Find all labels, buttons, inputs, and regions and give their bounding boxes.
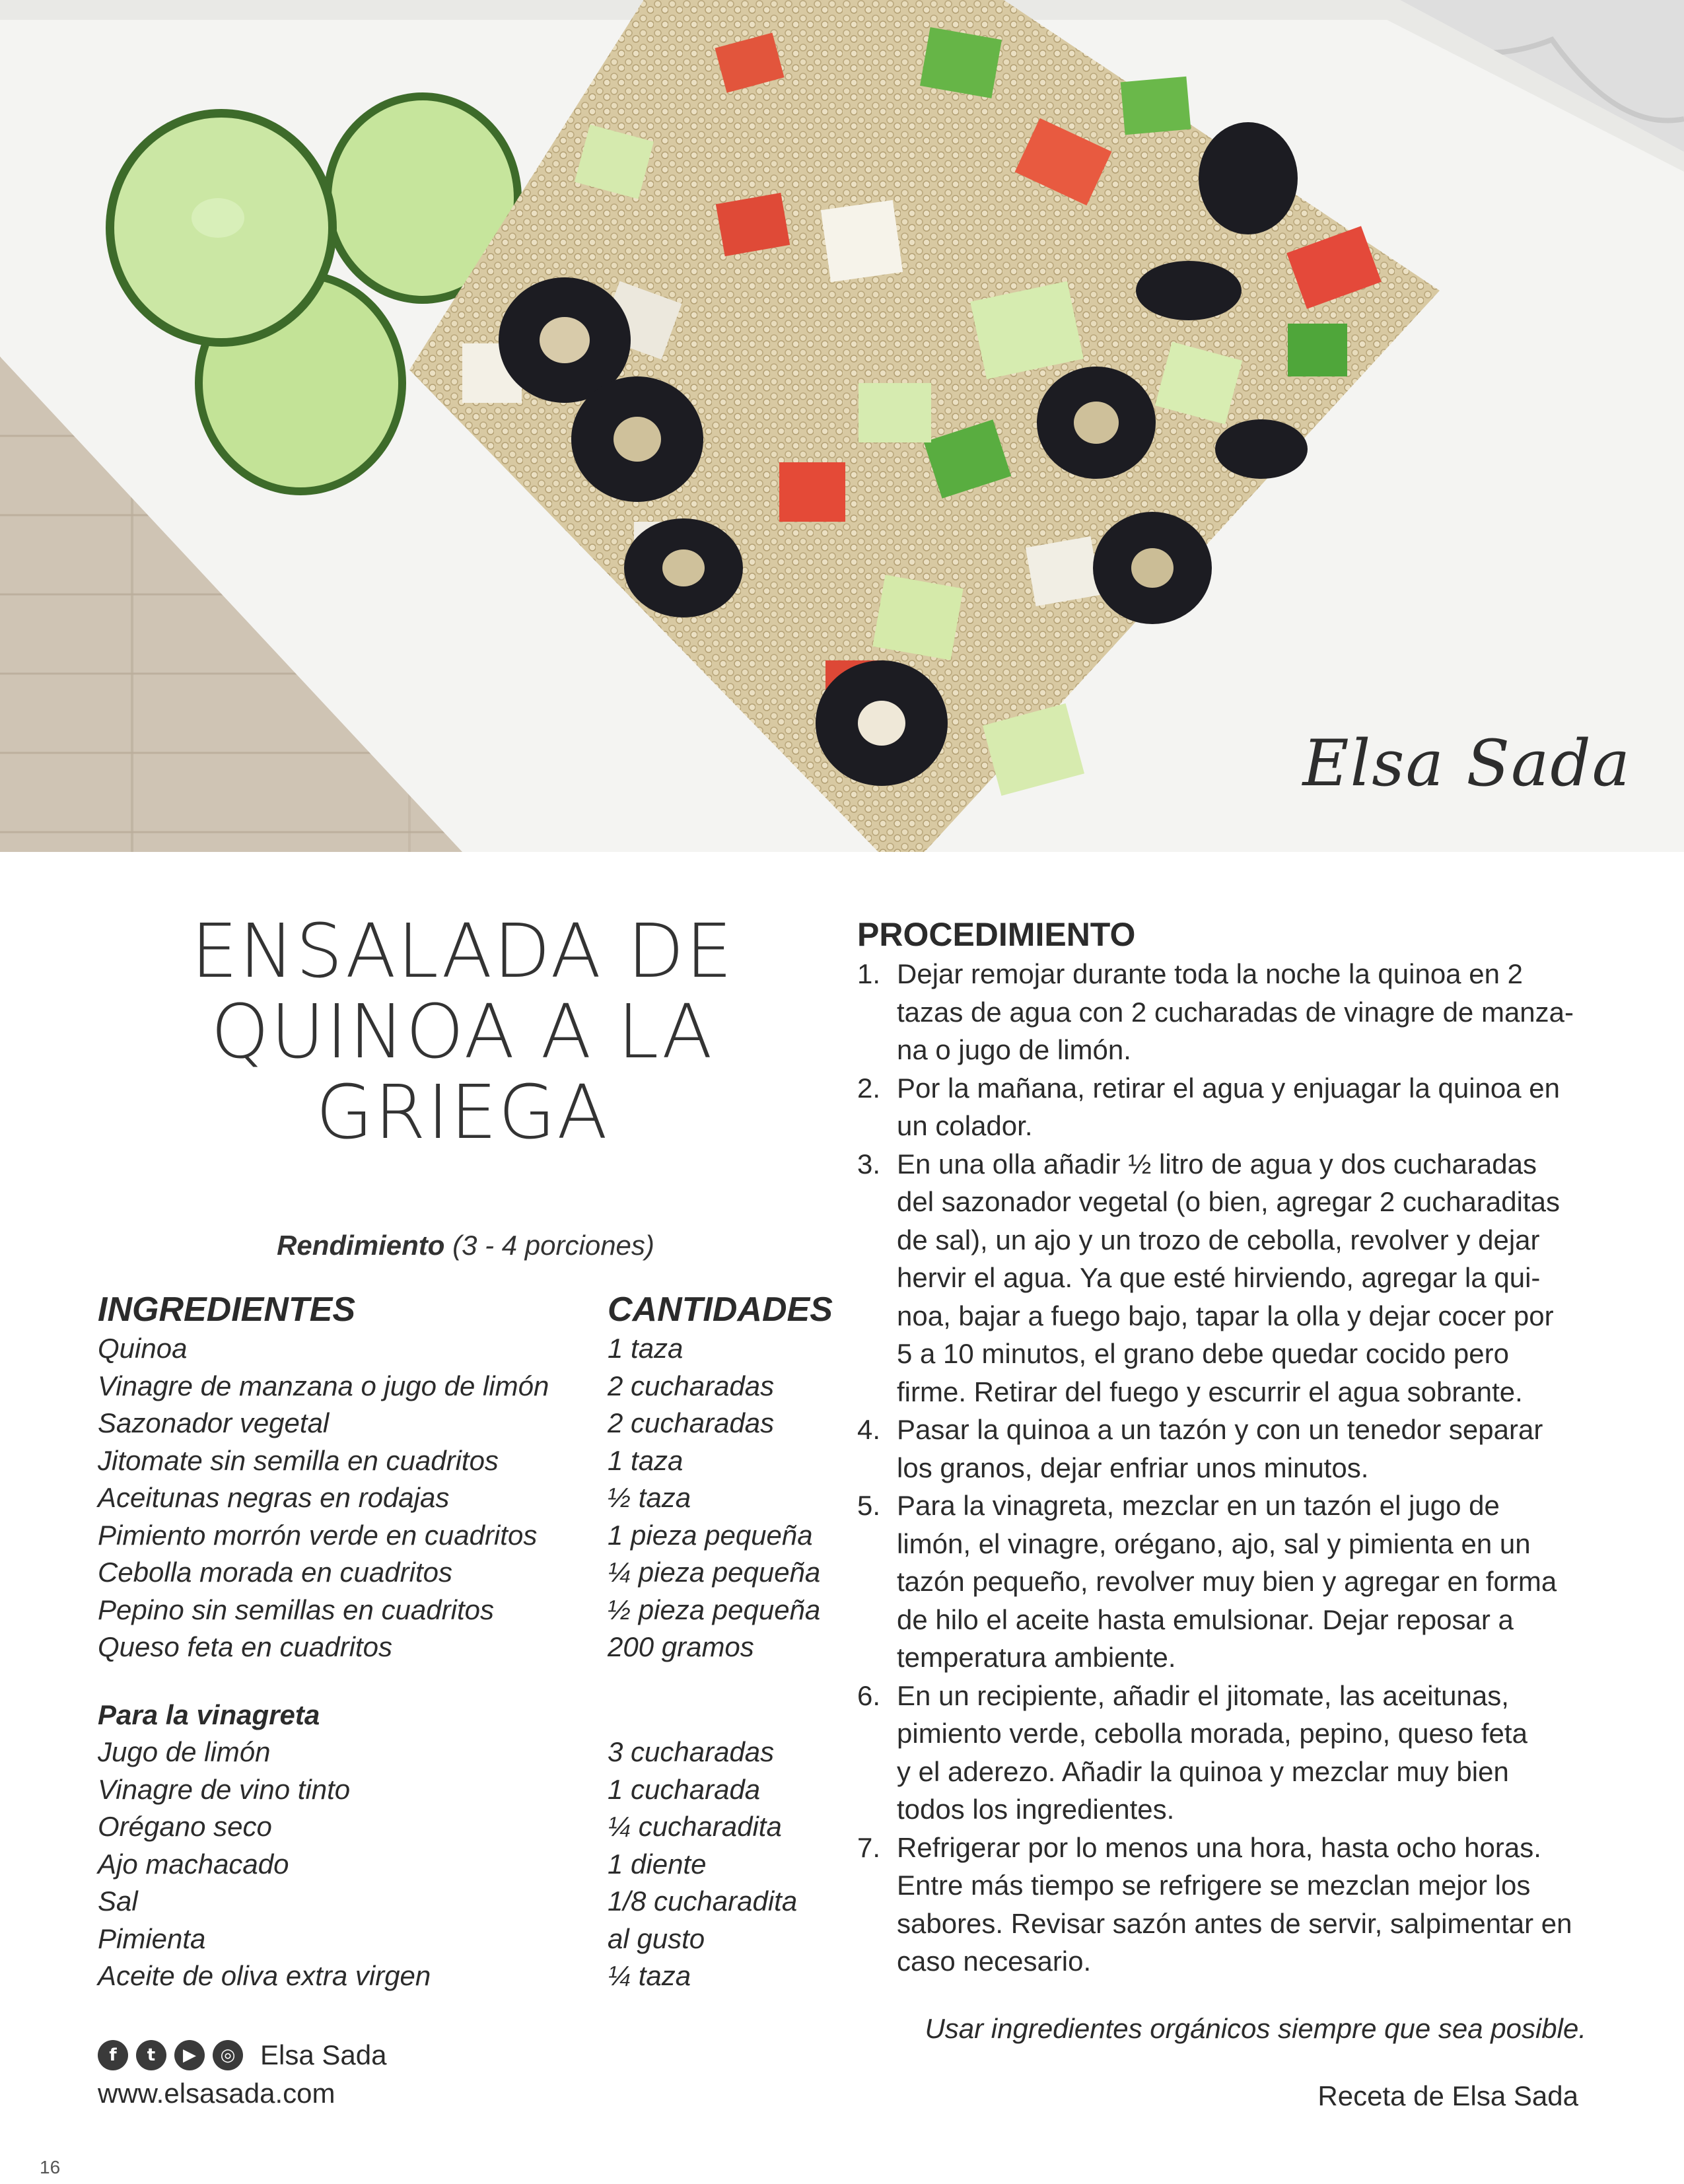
step-line: del sazonador vegetal (o bien, agregar 2 cucharaditas: [897, 1186, 1560, 1217]
procedure-step: [857, 955, 1590, 1069]
social-name: Elsa Sada: [260, 2039, 387, 2070]
ingredient-name: Pimienta: [98, 1922, 206, 1954]
step-text: [897, 1829, 1590, 1981]
procedure-section: [857, 914, 1590, 1981]
step-line: limón, el vinagre, orégano, ajo, sal y pimienta en un: [897, 1528, 1531, 1559]
ingredient-row: [98, 1330, 844, 1368]
ingredient-row: [98, 1368, 844, 1405]
ingredients-header-name: INGREDIENTES: [98, 1290, 356, 1329]
ingredient-row: [98, 1479, 844, 1517]
ingredient-row: [98, 1771, 844, 1809]
ingredient-qty: al gusto: [608, 1922, 705, 1954]
youtube-icon[interactable]: ▶: [174, 2040, 205, 2070]
ingredient-row: [98, 1957, 844, 1995]
yield-label: Rendimiento: [277, 1230, 445, 1261]
procedure-step: [857, 1487, 1590, 1677]
step-line: sabores. Revisar sazón antes de servir, salpimentar en: [897, 1907, 1572, 1939]
ingredient-qty: 1 taza: [608, 1444, 684, 1476]
step-line: Entre más tiempo se refrigere se mezclan mejor los: [897, 1870, 1531, 1901]
ingredient-qty: ½ taza: [608, 1482, 691, 1513]
recipe-credit: Receta de Elsa Sada: [1317, 2080, 1578, 2111]
title-line-1: ENSALADA DE: [191, 909, 734, 995]
step-line: un colador.: [897, 1110, 1033, 1141]
ingredients-header: [98, 1289, 844, 1330]
step-line: tazón pequeño, revolver muy bien y agregar en forma: [897, 1566, 1557, 1597]
step-line: Dejar remojar durante toda la noche la quinoa en 2: [897, 958, 1523, 989]
ingredient-row: [98, 1592, 844, 1629]
ingredient-qty: ½ pieza pequeña: [608, 1594, 821, 1625]
page-number: 16: [40, 2157, 61, 2177]
step-number: 7.: [857, 1831, 881, 1863]
procedure-step: [857, 1829, 1590, 1981]
dressing-title-text: Para la vinagreta: [98, 1699, 320, 1730]
step-line: de hilo el aceite hasta emulsionar. Dejar reposar a: [897, 1603, 1514, 1635]
step-line: Refrigerar por lo menos una hora, hasta ocho horas.: [897, 1831, 1541, 1863]
step-line: En una olla añadir ½ litro de agua y dos cucharadas: [897, 1148, 1537, 1180]
ingredient-row: [98, 1629, 844, 1666]
step-line: caso necesario.: [897, 1946, 1092, 1977]
procedure-step: [857, 1145, 1590, 1411]
step-line: temperatura ambiente.: [897, 1642, 1176, 1673]
procedure-steps: [857, 955, 1590, 1981]
facebook-icon[interactable]: f: [98, 2040, 128, 2070]
ingredient-row: [98, 1517, 844, 1555]
ingredient-name: Aceite de oliva extra virgen: [98, 1960, 431, 1991]
step-line: noa, bajar a fuego bajo, tapar la olla y dejar cocer por: [897, 1300, 1554, 1331]
step-line: de sal), un ajo y un trozo de cebolla, revolver y dejar: [897, 1224, 1540, 1255]
yield-value: (3 - 4 porciones): [452, 1230, 654, 1261]
ingredient-row: [98, 1734, 844, 1771]
twitter-icon[interactable]: t: [136, 2040, 166, 2070]
ingredient-qty: 1/8 cucharadita: [608, 1885, 798, 1917]
recipe-title: [99, 909, 825, 1156]
ingredient-row: [98, 1920, 844, 1958]
ingredient-qty: 3 cucharadas: [608, 1736, 775, 1767]
social-icons: [98, 2040, 251, 2070]
step-line: En un recipiente, añadir el jitomate, las aceitunas,: [897, 1679, 1509, 1711]
step-text: [897, 1069, 1590, 1145]
step-number: 2.: [857, 1072, 881, 1104]
dressing-title: [98, 1697, 844, 1734]
step-number: 3.: [857, 1148, 881, 1180]
ingredient-qty: 1 taza: [608, 1333, 684, 1364]
hero-photo: [0, 0, 1684, 852]
ingredient-name: Sazonador vegetal: [98, 1407, 330, 1438]
ingredient-name: Sal: [98, 1885, 138, 1917]
step-line: firme. Retirar del fuego y escurrir el agua sobrante.: [897, 1376, 1523, 1407]
ingredient-name: Pepino sin semillas en cuadritos: [98, 1594, 494, 1625]
ingredient-name: Jitomate sin semilla en cuadritos: [98, 1444, 499, 1476]
ingredient-qty: ¼ cucharadita: [608, 1811, 782, 1842]
organic-note: Usar ingredientes orgánicos siempre que sea posible.: [925, 2013, 1586, 2044]
step-number: 6.: [857, 1679, 881, 1711]
step-line: 5 a 10 minutos, el grano debe quedar cocido pero: [897, 1338, 1509, 1369]
step-number: 5.: [857, 1490, 881, 1521]
ingredient-qty: ¼ taza: [608, 1960, 691, 1991]
ingredient-name: Cebolla morada en cuadritos: [98, 1557, 452, 1588]
procedure-step: [857, 1411, 1590, 1487]
ingredient-qty: 1 diente: [608, 1848, 707, 1880]
ingredients-table: [98, 1289, 844, 1995]
ingredient-qty: 2 cucharadas: [608, 1407, 775, 1438]
step-text: [897, 1145, 1590, 1411]
step-line: hervir el agua. Ya que esté hirviendo, agregar la qui-: [897, 1262, 1541, 1293]
step-line: na o jugo de limón.: [897, 1034, 1131, 1065]
ingredient-name: Vinagre de vino tinto: [98, 1773, 351, 1805]
ingredient-qty: 2 cucharadas: [608, 1370, 775, 1401]
photo-watermark: Elsa Sada: [1302, 726, 1631, 800]
ingredient-qty: 1 cucharada: [608, 1773, 761, 1805]
step-number: 4.: [857, 1414, 881, 1445]
ingredient-name: Aceitunas negras en rodajas: [98, 1482, 450, 1513]
ingredient-row: [98, 1883, 844, 1920]
step-line: pimiento verde, cebolla morada, pepino, queso feta: [897, 1718, 1527, 1749]
step-text: [897, 1487, 1590, 1677]
step-number: 1.: [857, 958, 881, 989]
website-link[interactable]: www.elsasada.com: [98, 2078, 335, 2109]
step-line: Pasar la quinoa a un tazón y con un tenedor separar: [897, 1414, 1543, 1445]
procedure-step: [857, 1677, 1590, 1829]
ingredient-name: Queso feta en cuadritos: [98, 1631, 392, 1662]
step-text: [897, 955, 1590, 1069]
ingredient-row: [98, 1808, 844, 1846]
ingredient-name: Quinoa: [98, 1333, 188, 1364]
title-line-2: QUINOA A LA: [211, 989, 714, 1075]
step-line: Por la mañana, retirar el agua y enjuagar la quinoa en: [897, 1072, 1560, 1104]
ingredient-name: Pimiento morrón verde en cuadritos: [98, 1519, 538, 1551]
salad-illustration: [0, 0, 1684, 852]
step-line: y el aderezo. Añadir la quinoa y mezclar muy bien: [897, 1755, 1509, 1787]
step-line: Para la vinagreta, mezclar en un tazón el jugo de: [897, 1490, 1500, 1521]
ingredient-name: Ajo machacado: [98, 1848, 289, 1880]
step-text: [897, 1411, 1590, 1487]
ingredient-name: Jugo de limón: [98, 1736, 271, 1767]
procedure-step: [857, 1069, 1590, 1145]
main-ingredients: [98, 1330, 844, 1666]
ingredient-qty: ¼ pieza pequeña: [608, 1557, 821, 1588]
recipe-yield: [99, 1230, 832, 1261]
dressing-ingredients: [98, 1734, 844, 1995]
ingredient-row: [98, 1405, 844, 1442]
ingredient-row: [98, 1554, 844, 1592]
ingredient-row: [98, 1846, 844, 1884]
ingredient-name: Orégano seco: [98, 1811, 272, 1842]
ingredient-row: [98, 1442, 844, 1480]
procedure-title: PROCEDIMIENTO: [857, 916, 1136, 953]
ingredient-qty: 1 pieza pequeña: [608, 1519, 813, 1551]
ingredient-qty: 200 gramos: [608, 1631, 754, 1662]
social-links: [98, 2039, 386, 2071]
step-text: [897, 1677, 1590, 1829]
instagram-icon[interactable]: ◎: [213, 2040, 243, 2070]
step-line: tazas de agua con 2 cucharadas de vinagre de manza-: [897, 996, 1574, 1028]
ingredients-header-qty: CANTIDADES: [608, 1290, 833, 1329]
ingredient-name: Vinagre de manzana o jugo de limón: [98, 1370, 549, 1401]
step-line: los granos, dejar enfriar unos minutos.: [897, 1452, 1369, 1483]
step-line: todos los ingredientes.: [897, 1794, 1175, 1825]
title-line-3: GRIEGA: [316, 1070, 609, 1156]
